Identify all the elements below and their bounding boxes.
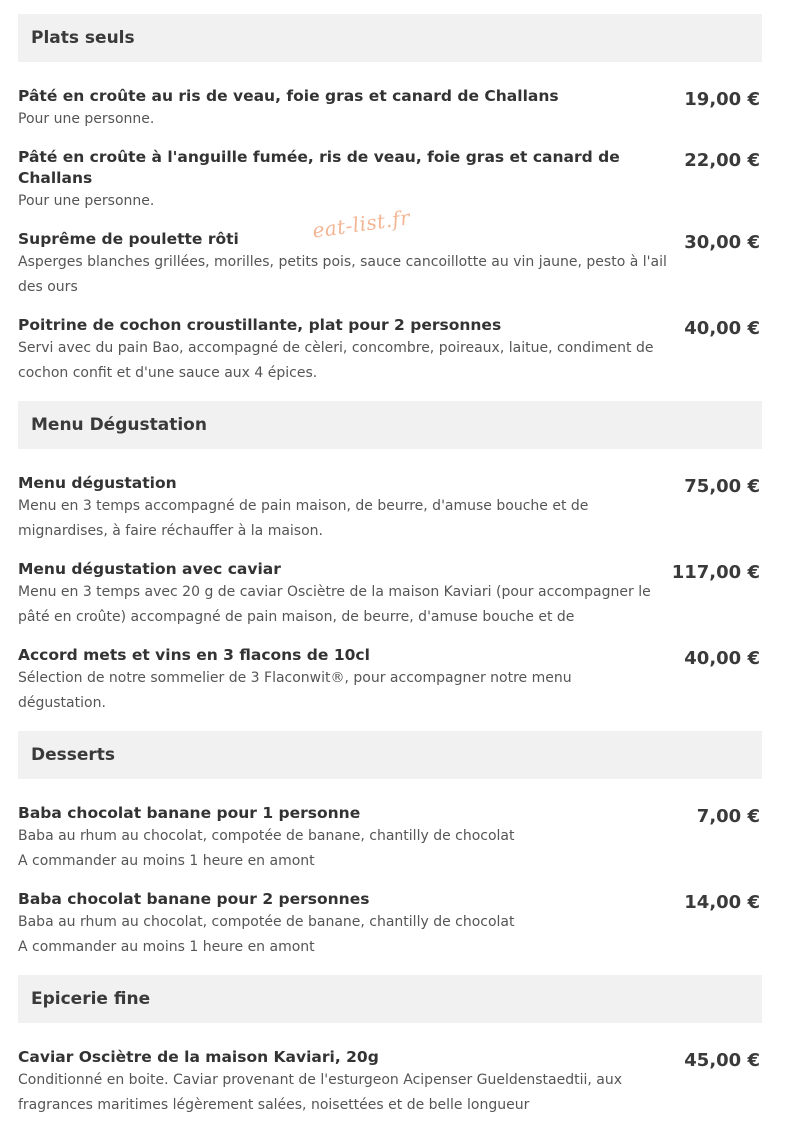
menu-item [18, 229, 762, 300]
item-price: 40,00 € [684, 318, 760, 339]
item-description: dégustation. [18, 695, 106, 711]
menu-item [18, 473, 762, 544]
menu-section [18, 975, 762, 1118]
item-description: Pour une personne. [18, 193, 155, 209]
menu [18, 14, 762, 1133]
menu-item [18, 559, 762, 630]
item-name: Poitrine de cochon croustillante, plat pour 2 personnes [18, 316, 502, 334]
menu-section [18, 401, 762, 716]
item-name: Menu dégustation [18, 474, 177, 492]
menu-item [18, 889, 762, 960]
section-title: Epicerie fine [18, 975, 762, 1023]
menu-section [18, 731, 762, 960]
item-description: Servi avec du pain Bao, accompagné de cèleri, concombre, poireaux, laitue, condiment de [18, 340, 654, 356]
item-price: 22,00 € [684, 150, 760, 171]
item-name: Baba chocolat banane pour 1 personne [18, 804, 361, 822]
item-price: 19,00 € [684, 89, 760, 110]
item-description: Menu en 3 temps avec 20 g de caviar Osciètre de la maison Kaviari (pour accompagner le [18, 584, 651, 600]
menu-item [18, 803, 762, 874]
item-price: 75,00 € [684, 476, 760, 497]
menu-section [18, 14, 762, 386]
item-name: Suprême de poulette rôti [18, 230, 239, 248]
item-name: Pâté en croûte à l'anguille fumée, ris de veau, foie gras et canard de Challans [18, 148, 620, 187]
item-description: mignardises, à faire réchauffer à la maison. [18, 523, 323, 539]
menu-item [18, 147, 762, 214]
item-price: 14,00 € [684, 892, 760, 913]
item-description: Baba au rhum au chocolat, compotée de banane, chantilly de chocolat [18, 828, 515, 844]
item-price: 7,00 € [696, 806, 760, 827]
watermark: eat-list.fr [310, 205, 412, 243]
item-name: Pâté en croûte au ris de veau, foie gras et canard de Challans [18, 87, 559, 105]
item-description: Asperges blanches grillées, morilles, petits pois, sauce cancoillotte au vin jaune, pesto à l'ail [18, 254, 667, 270]
item-description: pâté en croûte) accompagné de pain maison, de beurre, d'amuse bouche et de [18, 609, 575, 625]
section-title: Menu Dégustation [18, 401, 762, 449]
item-price: 30,00 € [684, 232, 760, 253]
menu-item [18, 315, 762, 386]
item-price: 40,00 € [684, 648, 760, 669]
item-description: Sélection de notre sommelier de 3 Flaconwit®, pour accompagner notre menu [18, 670, 572, 686]
menu-item [18, 645, 762, 716]
section-title: Plats seuls [18, 14, 762, 62]
item-description: Baba au rhum au chocolat, compotée de banane, chantilly de chocolat [18, 914, 515, 930]
item-description: A commander au moins 1 heure en amont [18, 853, 315, 869]
item-description: des ours [18, 279, 78, 295]
menu-item [18, 86, 762, 132]
item-description: cochon confit et d'une sauce aux 4 épices. [18, 365, 318, 381]
item-description: fragrances maritimes légèrement salées, noisettées et de belle longueur [18, 1097, 530, 1113]
item-description: A commander au moins 1 heure en amont [18, 939, 315, 955]
item-price: 45,00 € [684, 1050, 760, 1071]
item-description: Menu en 3 temps accompagné de pain maison, de beurre, d'amuse bouche et de [18, 498, 589, 514]
item-price: 117,00 € [671, 562, 760, 583]
menu-item [18, 1047, 762, 1118]
item-description: Pour une personne. [18, 111, 155, 127]
item-name: Accord mets et vins en 3 flacons de 10cl [18, 646, 370, 664]
item-description: Conditionné en boite. Caviar provenant de l'esturgeon Acipenser Gueldenstaedtii, aux [18, 1072, 623, 1088]
item-name: Baba chocolat banane pour 2 personnes [18, 890, 370, 908]
item-name: Menu dégustation avec caviar [18, 560, 281, 578]
section-title: Desserts [18, 731, 762, 779]
item-name: Caviar Osciètre de la maison Kaviari, 20g [18, 1048, 379, 1066]
